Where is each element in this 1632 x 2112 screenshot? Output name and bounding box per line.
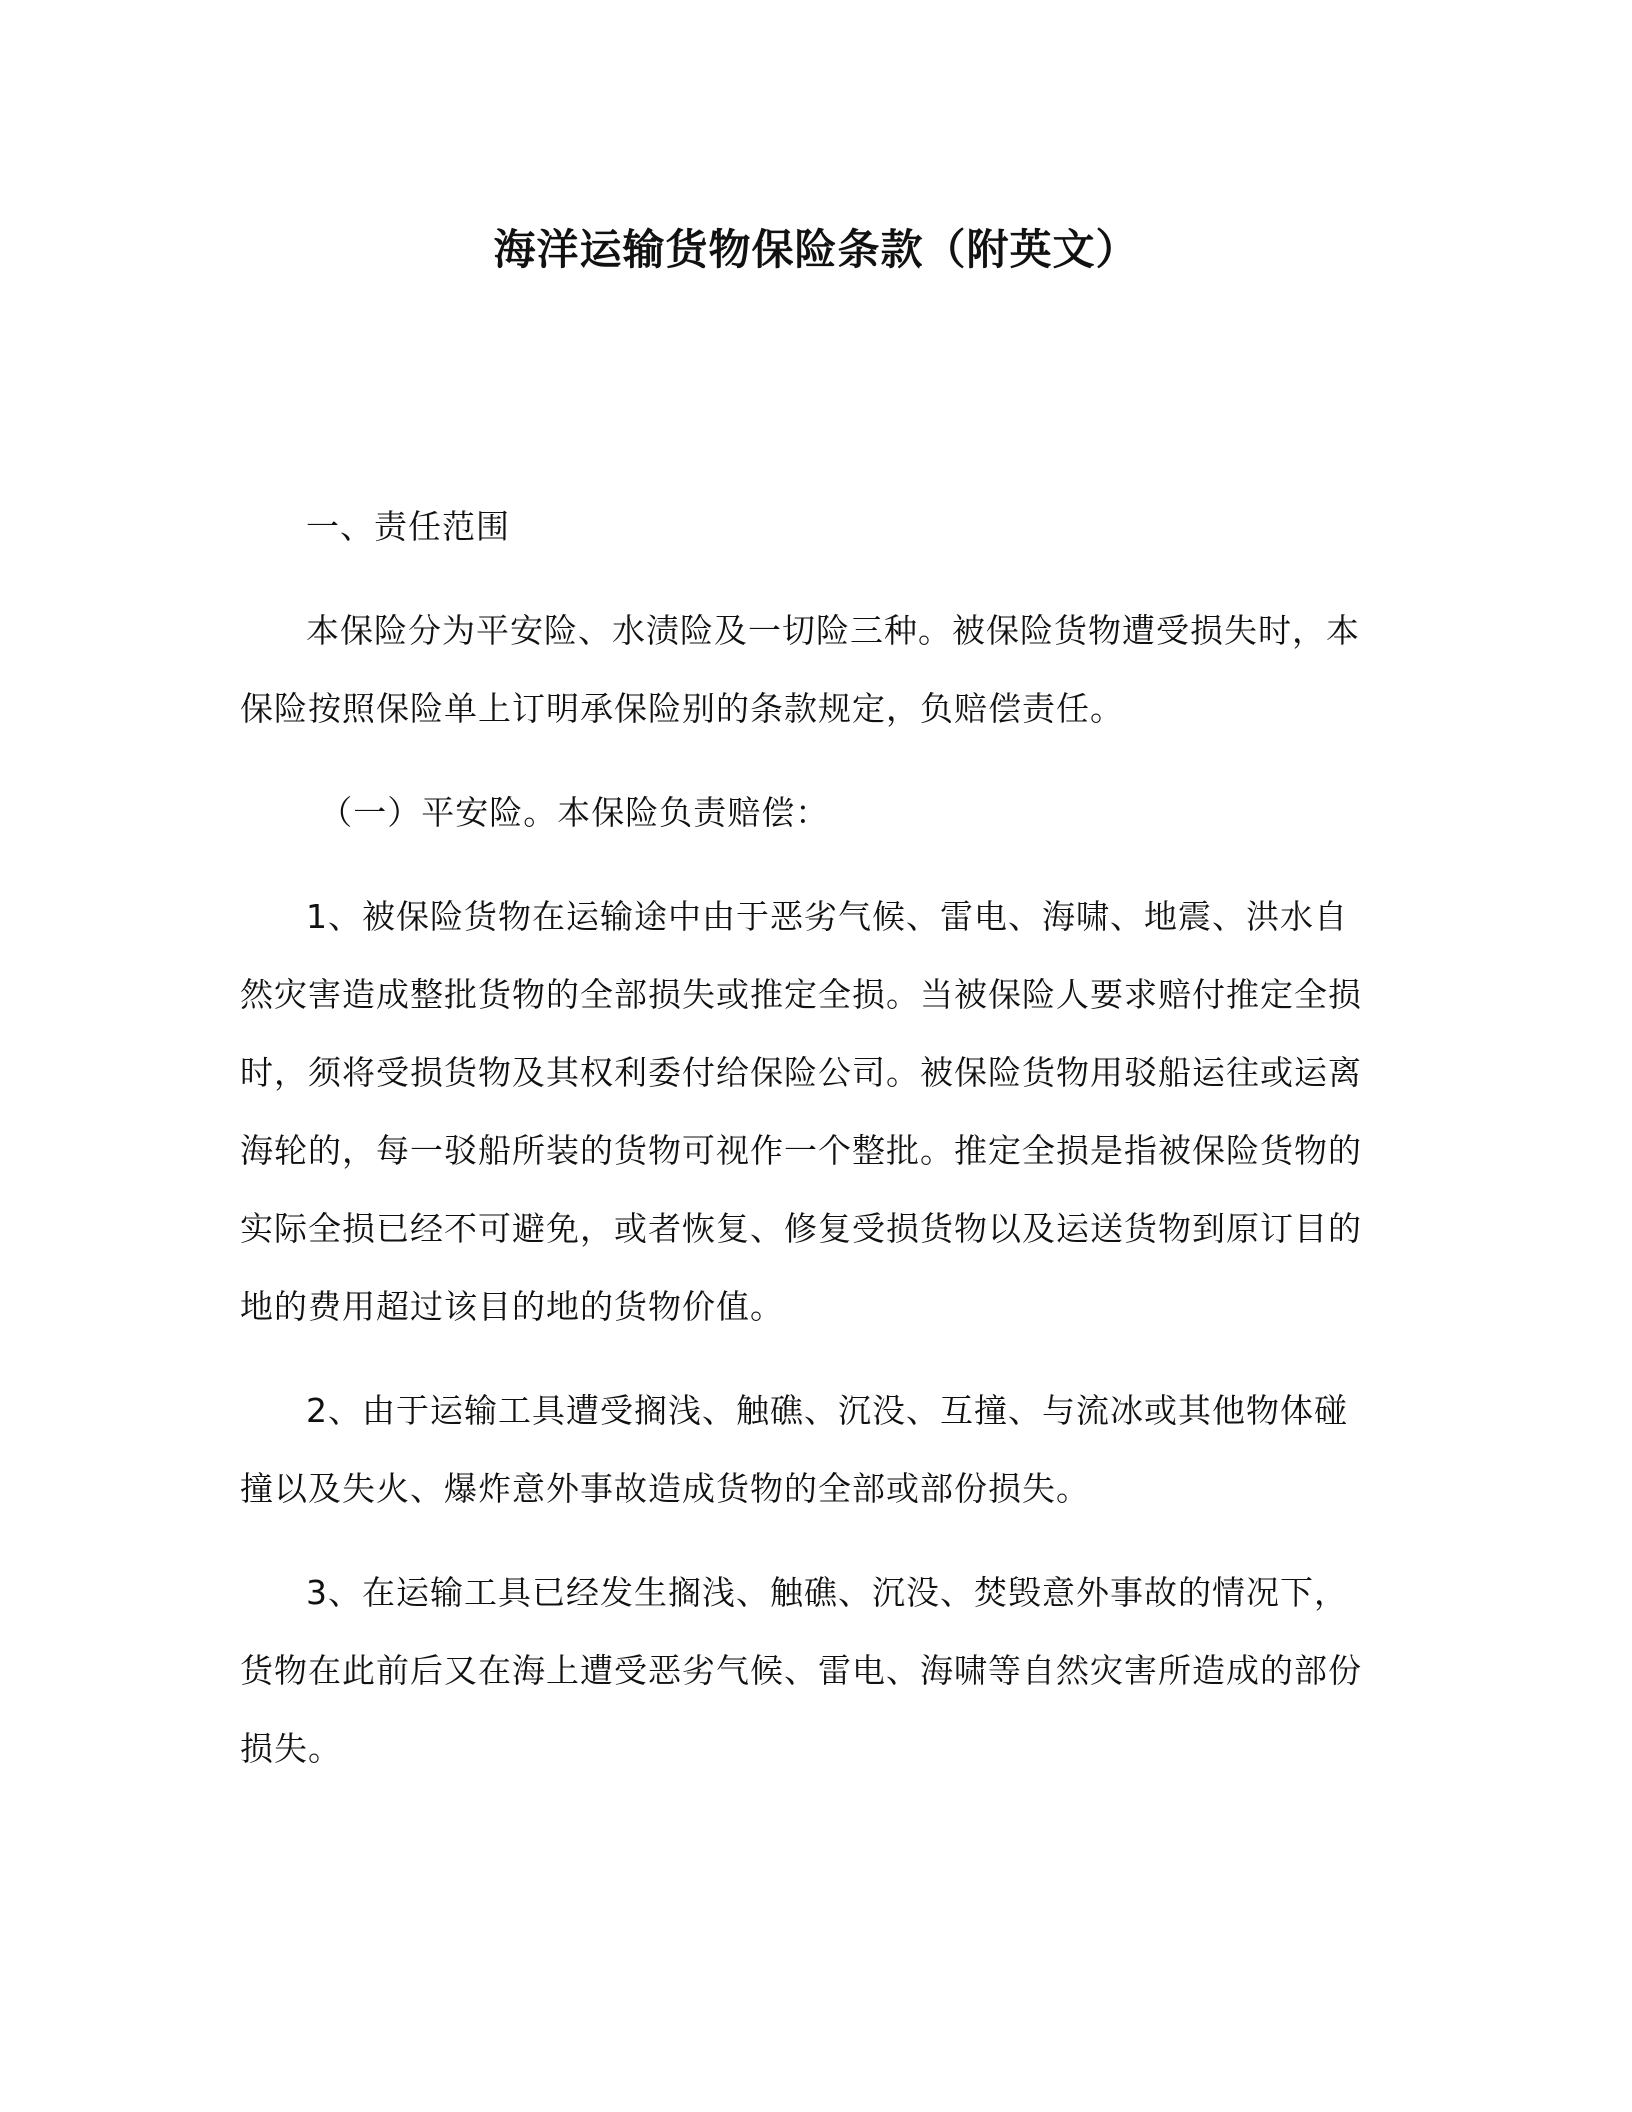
section-heading-liability-scope: 一、责任范围 xyxy=(306,507,510,546)
clause-3: 3、在运输工具已经发生搁浅、触礁、沉没、焚毁意外事故的情况下，货物在此前后又在海上遭受恶劣气候、雷电、海啸等自然灾害所造成的部份损失。 xyxy=(240,1573,1362,1768)
clause-2: 2、由于运输工具遭受搁浅、触礁、沉没、互撞、与流冰或其他物体碰撞以及失火、爆炸意外事故造成货物的全部或部份损失。 xyxy=(240,1391,1348,1508)
document-title: 海洋运输货物保险条款（附英文） xyxy=(493,225,1139,274)
paragraph-insurance-types: 本保险分为平安险、水渍险及一切险三种。被保险货物遭受损失时，本保险按照保险单上订明承保险别的条款规定，负赔偿责任。 xyxy=(240,611,1360,728)
document-body xyxy=(240,488,1380,1814)
subsection-heading-fpa: （一）平安险。本保险负责赔偿： xyxy=(319,793,830,832)
clause-1: 1、被保险货物在运输途中由于恶劣气候、雷电、海啸、地震、洪水自然灾害造成整批货物的全部损失或推定全损。当被保险人要求赔付推定全损时，须将受损货物及其权利委付给保险公司。被保险货物用驳船运往或运离海轮的，每一驳船所装的货物可视作一个整批。推定全损是指被保险货物的实际全损已经不可避免，或者恢复、修复受损货物以及运送货物到原订目的地的费用超过该目的地的货物价值。 xyxy=(240,897,1362,1326)
